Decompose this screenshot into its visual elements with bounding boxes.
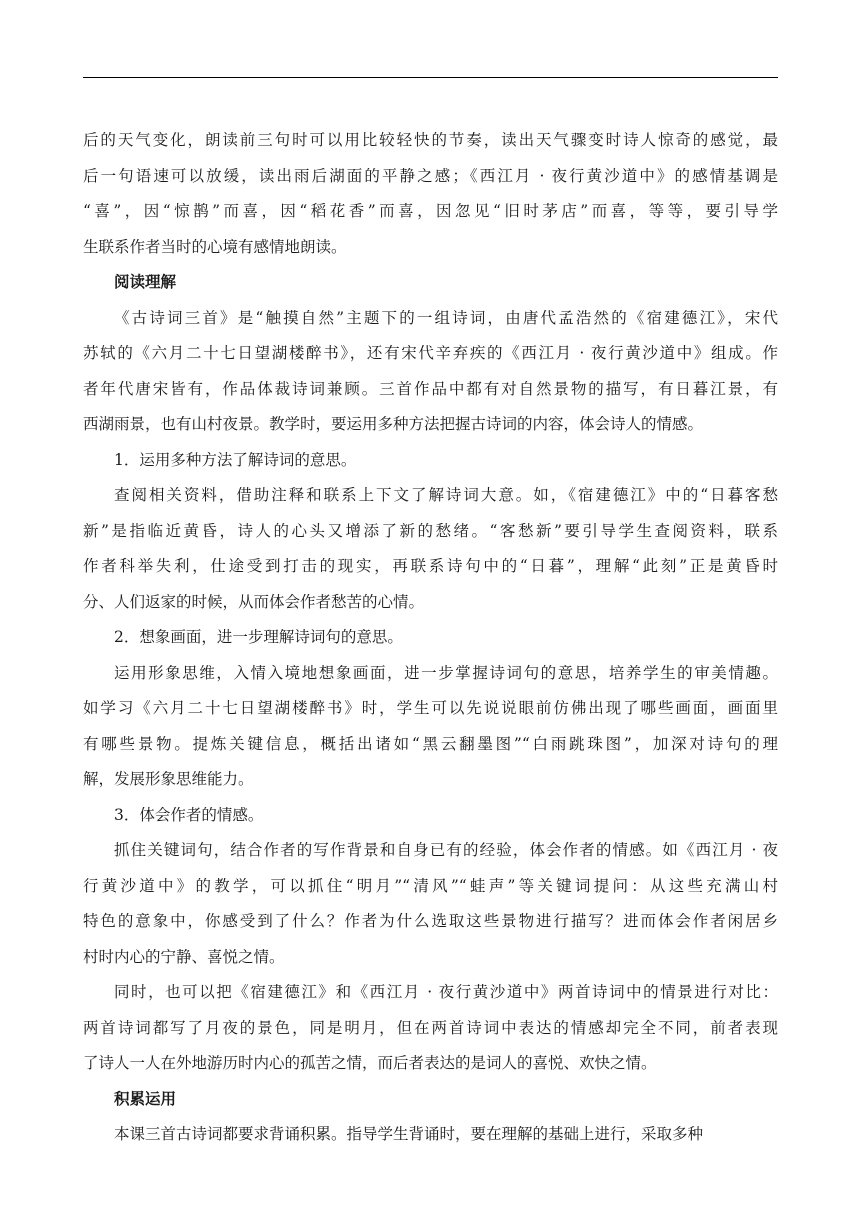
paragraph-line: 作者科举失利，仕途受到打击的现实，再联系诗句中的“日暮”，理解“此刻”正是黄昏时 [83, 557, 778, 575]
paragraph-line: “喜”，因“惊鹊”而喜，因“稻花香”而喜，因忽见“旧时茅店”而喜，等等，要引导学 [83, 202, 778, 220]
paragraph-line: 如学习《六月二十七日望湖楼醉书》时，学生可以先说说眼前仿佛出现了哪些画面，画面里 [83, 699, 778, 717]
paragraph-line: 特色的意象中，你感受到了什么？作者为什么选取这些景物进行描写？进而体会作者闲居乡 [83, 912, 778, 930]
paragraph-line: 《古诗词三首》是“触摸自然”主题下的一组诗词，由唐代孟浩然的《宿建德江》，宋代 [114, 308, 778, 327]
paragraph-line: 苏轼的《六月二十七日望湖楼醉书》，还有宋代辛弃疾的《西江月 · 夜行黄沙道中》组成。作 [83, 344, 778, 362]
paragraph-line: 2．想象画面，进一步理解诗词句的意思。 [114, 628, 403, 646]
paragraph-line: 同时，也可以把《宿建德江》和《西江月 · 夜行黄沙道中》两首诗词中的情景进行对比： [114, 983, 778, 1001]
paragraph-line: 查阅相关资料，借助注释和联系上下文了解诗词大意。如，《宿建德江》中的“日暮客愁 [114, 486, 778, 504]
paragraph-line: 3．体会作者的情感。 [114, 805, 264, 824]
paragraph-line: 1．运用多种方法了解诗词的意思。 [114, 450, 357, 469]
paragraph-line: 者年代唐宋皆有，作品体裁诗词兼顾。三首作品中都有对自然景物的描写，有日暮江景，有 [83, 379, 778, 398]
paragraph-line: 抓住关键词句，结合作者的写作背景和自身已有的经验，体会作者的情感。如《西江月 · 夜 [114, 841, 778, 859]
section-heading: 阅读理解 [114, 273, 177, 291]
paragraph-line: 新”是指临近黄昏，诗人的心头又增添了新的愁绪。“客愁新”要引导学生查阅资料，联系 [83, 521, 778, 540]
paragraph-line: 西湖雨景，也有山村夜景。教学时，要运用多种方法把握古诗词的内容，体会诗人的情感。 [83, 415, 704, 433]
paragraph-line: 分、人们返家的时候，从而体会作者愁苦的心情。 [83, 592, 425, 611]
header-rule [83, 77, 778, 78]
document-body [83, 123, 778, 1153]
paragraph-line: 后的天气变化，朗读前三句时可以用比较轻快的节奏，读出天气骤变时诗人惊奇的感觉，最 [83, 131, 778, 149]
paragraph-line: 行黄沙道中》的教学，可以抓住“明月”“清风”“蛙声”等关键词提问：从这些充满山村 [83, 876, 778, 895]
paragraph-line: 村时内心的宁静、喜悦之情。 [83, 947, 285, 966]
section-heading: 积累运用 [114, 1089, 177, 1108]
paragraph-line: 有哪些景物。提炼关键信息，概括出诸如“黑云翻墨图”“白雨跳珠图”，加深对诗句的理 [83, 734, 778, 753]
paragraph-line: 运用形象思维，入情入境地想象画面，进一步掌握诗词句的意思，培养学生的审美情趣。 [114, 663, 778, 682]
paragraph-line: 解，发展形象思维能力。 [83, 770, 254, 788]
paragraph-line: 本课三首古诗词都要求背诵积累。指导学生背诵时，要在理解的基础上进行，采取多种 [114, 1125, 704, 1143]
paragraph-line: 两首诗词都写了月夜的景色，同是明月，但在两首诗词中表达的情感却完全不同，前者表现 [83, 1018, 778, 1037]
paragraph-line: 生联系作者当时的心境有感情地朗读。 [83, 237, 347, 256]
paragraph-line: 后一句语速可以放缓，读出雨后湖面的平静之感；《西江月 · 夜行黄沙道中》的感情基调是 [83, 166, 778, 185]
paragraph-line: 了诗人一人在外地游历时内心的孤苦之情，而后者表达的是词人的喜悦、欢快之情。 [83, 1054, 657, 1072]
